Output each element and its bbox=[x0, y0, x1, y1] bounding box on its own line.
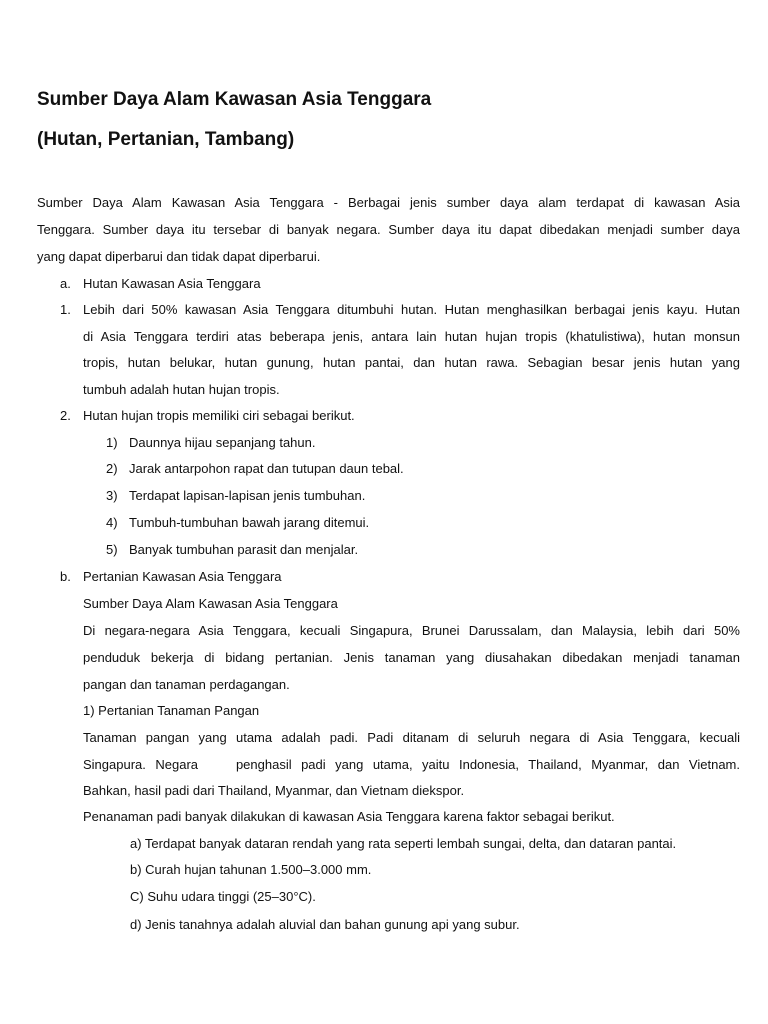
section-b-heading: Pertanian Kawasan Asia Tenggara bbox=[83, 569, 282, 584]
section-a-marker: a. bbox=[60, 276, 71, 291]
intro-line: Sumber Daya Alam Kawasan Asia Tenggara - Berbagai jenis sumber daya alam terdapat di kawasan Asia bbox=[37, 195, 740, 210]
factor-item: b) Curah hujan tahunan 1.500–3.000 mm. bbox=[130, 862, 372, 877]
section-b-subheading: Sumber Daya Alam Kawasan Asia Tenggara bbox=[83, 596, 338, 611]
item-1-line: tropis, hutan belukar, hutan gunung, hutan pantai, dan hutan rawa. Sebagian besar jenis hutan yang bbox=[83, 355, 740, 370]
para2-line: Tanaman pangan yang utama adalah padi. Padi ditanam di seluruh negara di Asia Tenggara, kecuali bbox=[83, 730, 740, 745]
subitem-marker: 2) bbox=[106, 461, 118, 476]
para1-line: Di negara-negara Asia Tenggara, kecuali Singapura, Brunei Darussalam, dan Malaysia, lebih dari 50% bbox=[83, 623, 740, 638]
subitem-text: Jarak antarpohon rapat dan tutupan daun tebal. bbox=[129, 461, 404, 476]
subitem-marker: 3) bbox=[106, 488, 118, 503]
item-1-line: Lebih dari 50% kawasan Asia Tenggara ditumbuhi hutan. Hutan menghasilkan berbagai jenis kayu. Hutan bbox=[83, 302, 740, 317]
para2-line: Bahkan, hasil padi dari Thailand, Myanmar, dan Vietnam diekspor. bbox=[83, 783, 465, 798]
document-title: Sumber Daya Alam Kawasan Asia Tenggara bbox=[37, 89, 432, 110]
intro-line: yang dapat diperbarui dan tidak dapat diperbarui. bbox=[37, 249, 321, 264]
item-1-line: di Asia Tenggara terdiri atas beberapa jenis, antara lain hutan hujan tropis (khatulistiwa), hutan monsun bbox=[83, 329, 740, 344]
subitem-text: Daunnya hijau sepanjang tahun. bbox=[129, 435, 316, 450]
item-1-line: tumbuh adalah hutan hujan tropis. bbox=[83, 382, 280, 397]
para2-line: Singapura. Negara penghasil padi yang utama, yaitu Indonesia, Thailand, Myanmar, dan Vietnam. bbox=[83, 757, 740, 772]
subitem-text: Tumbuh-tumbuhan bawah jarang ditemui. bbox=[129, 515, 370, 530]
factor-item: C) Suhu udara tinggi (25–30°C). bbox=[130, 889, 316, 904]
item-2-marker: 2. bbox=[60, 408, 71, 423]
subitem-marker: 4) bbox=[106, 515, 118, 530]
section-a-heading: Hutan Kawasan Asia Tenggara bbox=[83, 276, 261, 291]
para1-line: pangan dan tanaman perdagangan. bbox=[83, 677, 290, 692]
subitem-text: Banyak tumbuhan parasit dan menjalar. bbox=[129, 542, 359, 557]
section-b-marker: b. bbox=[60, 569, 71, 584]
subitem-marker: 1) bbox=[106, 435, 118, 450]
factors-intro: Penanaman padi banyak dilakukan di kawasan Asia Tenggara karena faktor sebagai berikut. bbox=[83, 809, 615, 824]
factor-item: d) Jenis tanahnya adalah aluvial dan bahan gunung api yang subur. bbox=[130, 917, 520, 932]
para1-line: penduduk bekerja di bidang pertanian. Jenis tanaman yang diusahakan dibedakan menjadi tanaman bbox=[83, 650, 740, 665]
subitem-text: Terdapat lapisan-lapisan jenis tumbuhan. bbox=[129, 488, 366, 503]
item-1-marker: 1. bbox=[60, 302, 71, 317]
subitem-marker: 5) bbox=[106, 542, 118, 557]
factor-item: a) Terdapat banyak dataran rendah yang rata seperti lembah sungai, delta, dan dataran pantai. bbox=[130, 836, 677, 851]
intro-line: Tenggara. Sumber daya itu tersebar di banyak negara. Sumber daya itu dapat dibedakan menjadi sumber daya bbox=[37, 222, 740, 237]
document-subtitle: (Hutan, Pertanian, Tambang) bbox=[37, 129, 295, 150]
item-2-text: Hutan hujan tropis memiliki ciri sebagai berikut. bbox=[83, 408, 355, 423]
food-crops-heading: 1) Pertanian Tanaman Pangan bbox=[83, 703, 260, 718]
